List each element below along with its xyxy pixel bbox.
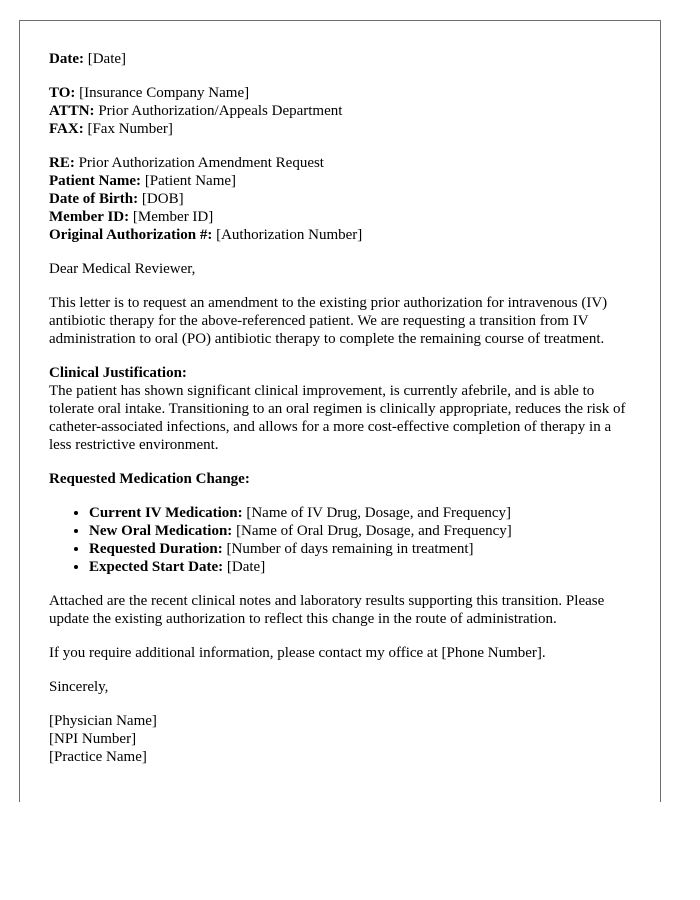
member-id-line	[49, 208, 630, 226]
patient-name-value: [Patient Name]	[144, 173, 237, 189]
salutation: Dear Medical Reviewer,	[49, 261, 196, 277]
auth-number-line	[49, 226, 630, 244]
attachments-paragraph: Attached are the recent clinical notes and laboratory results supporting this transition. Please update the existing authorization to reflect this change in the route of administration.	[49, 593, 605, 627]
re-value: Prior Authorization Amendment Request	[78, 155, 324, 171]
npi-number: [NPI Number]	[49, 731, 137, 747]
fax-label: FAX:	[49, 121, 84, 137]
auth-number-label: Original Authorization #:	[49, 227, 213, 243]
justification-section	[49, 364, 630, 454]
medication-change-heading-text: Requested Medication Change:	[49, 471, 250, 487]
duration-value: [Number of days remaining in treatment]	[226, 541, 474, 557]
start-date-label: Expected Start Date:	[89, 559, 224, 575]
dob-value: [DOB]	[141, 191, 184, 207]
reference-block	[49, 154, 630, 244]
member-id-value: [Member ID]	[132, 209, 214, 225]
contact-paragraph: If you require additional information, please contact my office at [Phone Number].	[49, 645, 546, 661]
member-id-label: Member ID:	[49, 209, 130, 225]
closing: Sincerely,	[49, 679, 109, 695]
date-value: [Date]	[87, 51, 127, 67]
list-item	[89, 522, 630, 540]
attn-label: ATTN:	[49, 103, 95, 119]
letter-page	[19, 20, 661, 802]
dob-label: Date of Birth:	[49, 191, 139, 207]
fax-value: [Fax Number]	[87, 121, 173, 137]
intro-paragraph: This letter is to request an amendment to the existing prior authorization for intravenous (IV) antibiotic therapy for the above-referenced patient. We are requesting a transition from IV administration to oral (PO) antibiotic therapy to complete the remaining course of treatment.	[49, 295, 608, 347]
patient-name-label: Patient Name:	[49, 173, 142, 189]
signature-block	[49, 712, 630, 766]
justification-text: The patient has shown significant clinical improvement, is currently afebrile, and is able to tolerate oral intake. Transitioning to an oral regimen is clinically appropriate, reduces the risk of catheter-associated infections, and allows for a more cost-effective completion of therapy in a less restrictive environment.	[49, 383, 626, 453]
auth-number-value: [Authorization Number]	[216, 227, 363, 243]
justification-heading: Clinical Justification:	[49, 365, 187, 381]
practice-name: [Practice Name]	[49, 749, 147, 765]
fax-line	[49, 120, 630, 138]
attn-line	[49, 102, 630, 120]
physician-name: [Physician Name]	[49, 713, 157, 729]
date-label: Date:	[49, 51, 84, 67]
current-iv-value: [Name of IV Drug, Dosage, and Frequency]	[246, 505, 511, 521]
new-oral-label: New Oral Medication:	[89, 523, 233, 539]
date-line	[49, 50, 630, 68]
to-value: [Insurance Company Name]	[79, 85, 250, 101]
list-item	[89, 540, 630, 558]
duration-label: Requested Duration:	[89, 541, 223, 557]
to-label: TO:	[49, 85, 76, 101]
recipient-block	[49, 84, 630, 138]
re-line	[49, 154, 630, 172]
medication-change-heading	[49, 470, 630, 488]
list-item	[89, 504, 630, 522]
list-item	[89, 558, 630, 576]
medication-change-list	[49, 504, 630, 576]
current-iv-label: Current IV Medication:	[89, 505, 243, 521]
new-oral-value: [Name of Oral Drug, Dosage, and Frequency]	[236, 523, 512, 539]
dob-line	[49, 190, 630, 208]
re-label: RE:	[49, 155, 75, 171]
patient-name-line	[49, 172, 630, 190]
attn-value: Prior Authorization/Appeals Department	[98, 103, 343, 119]
to-line	[49, 84, 630, 102]
start-date-value: [Date]	[226, 559, 266, 575]
